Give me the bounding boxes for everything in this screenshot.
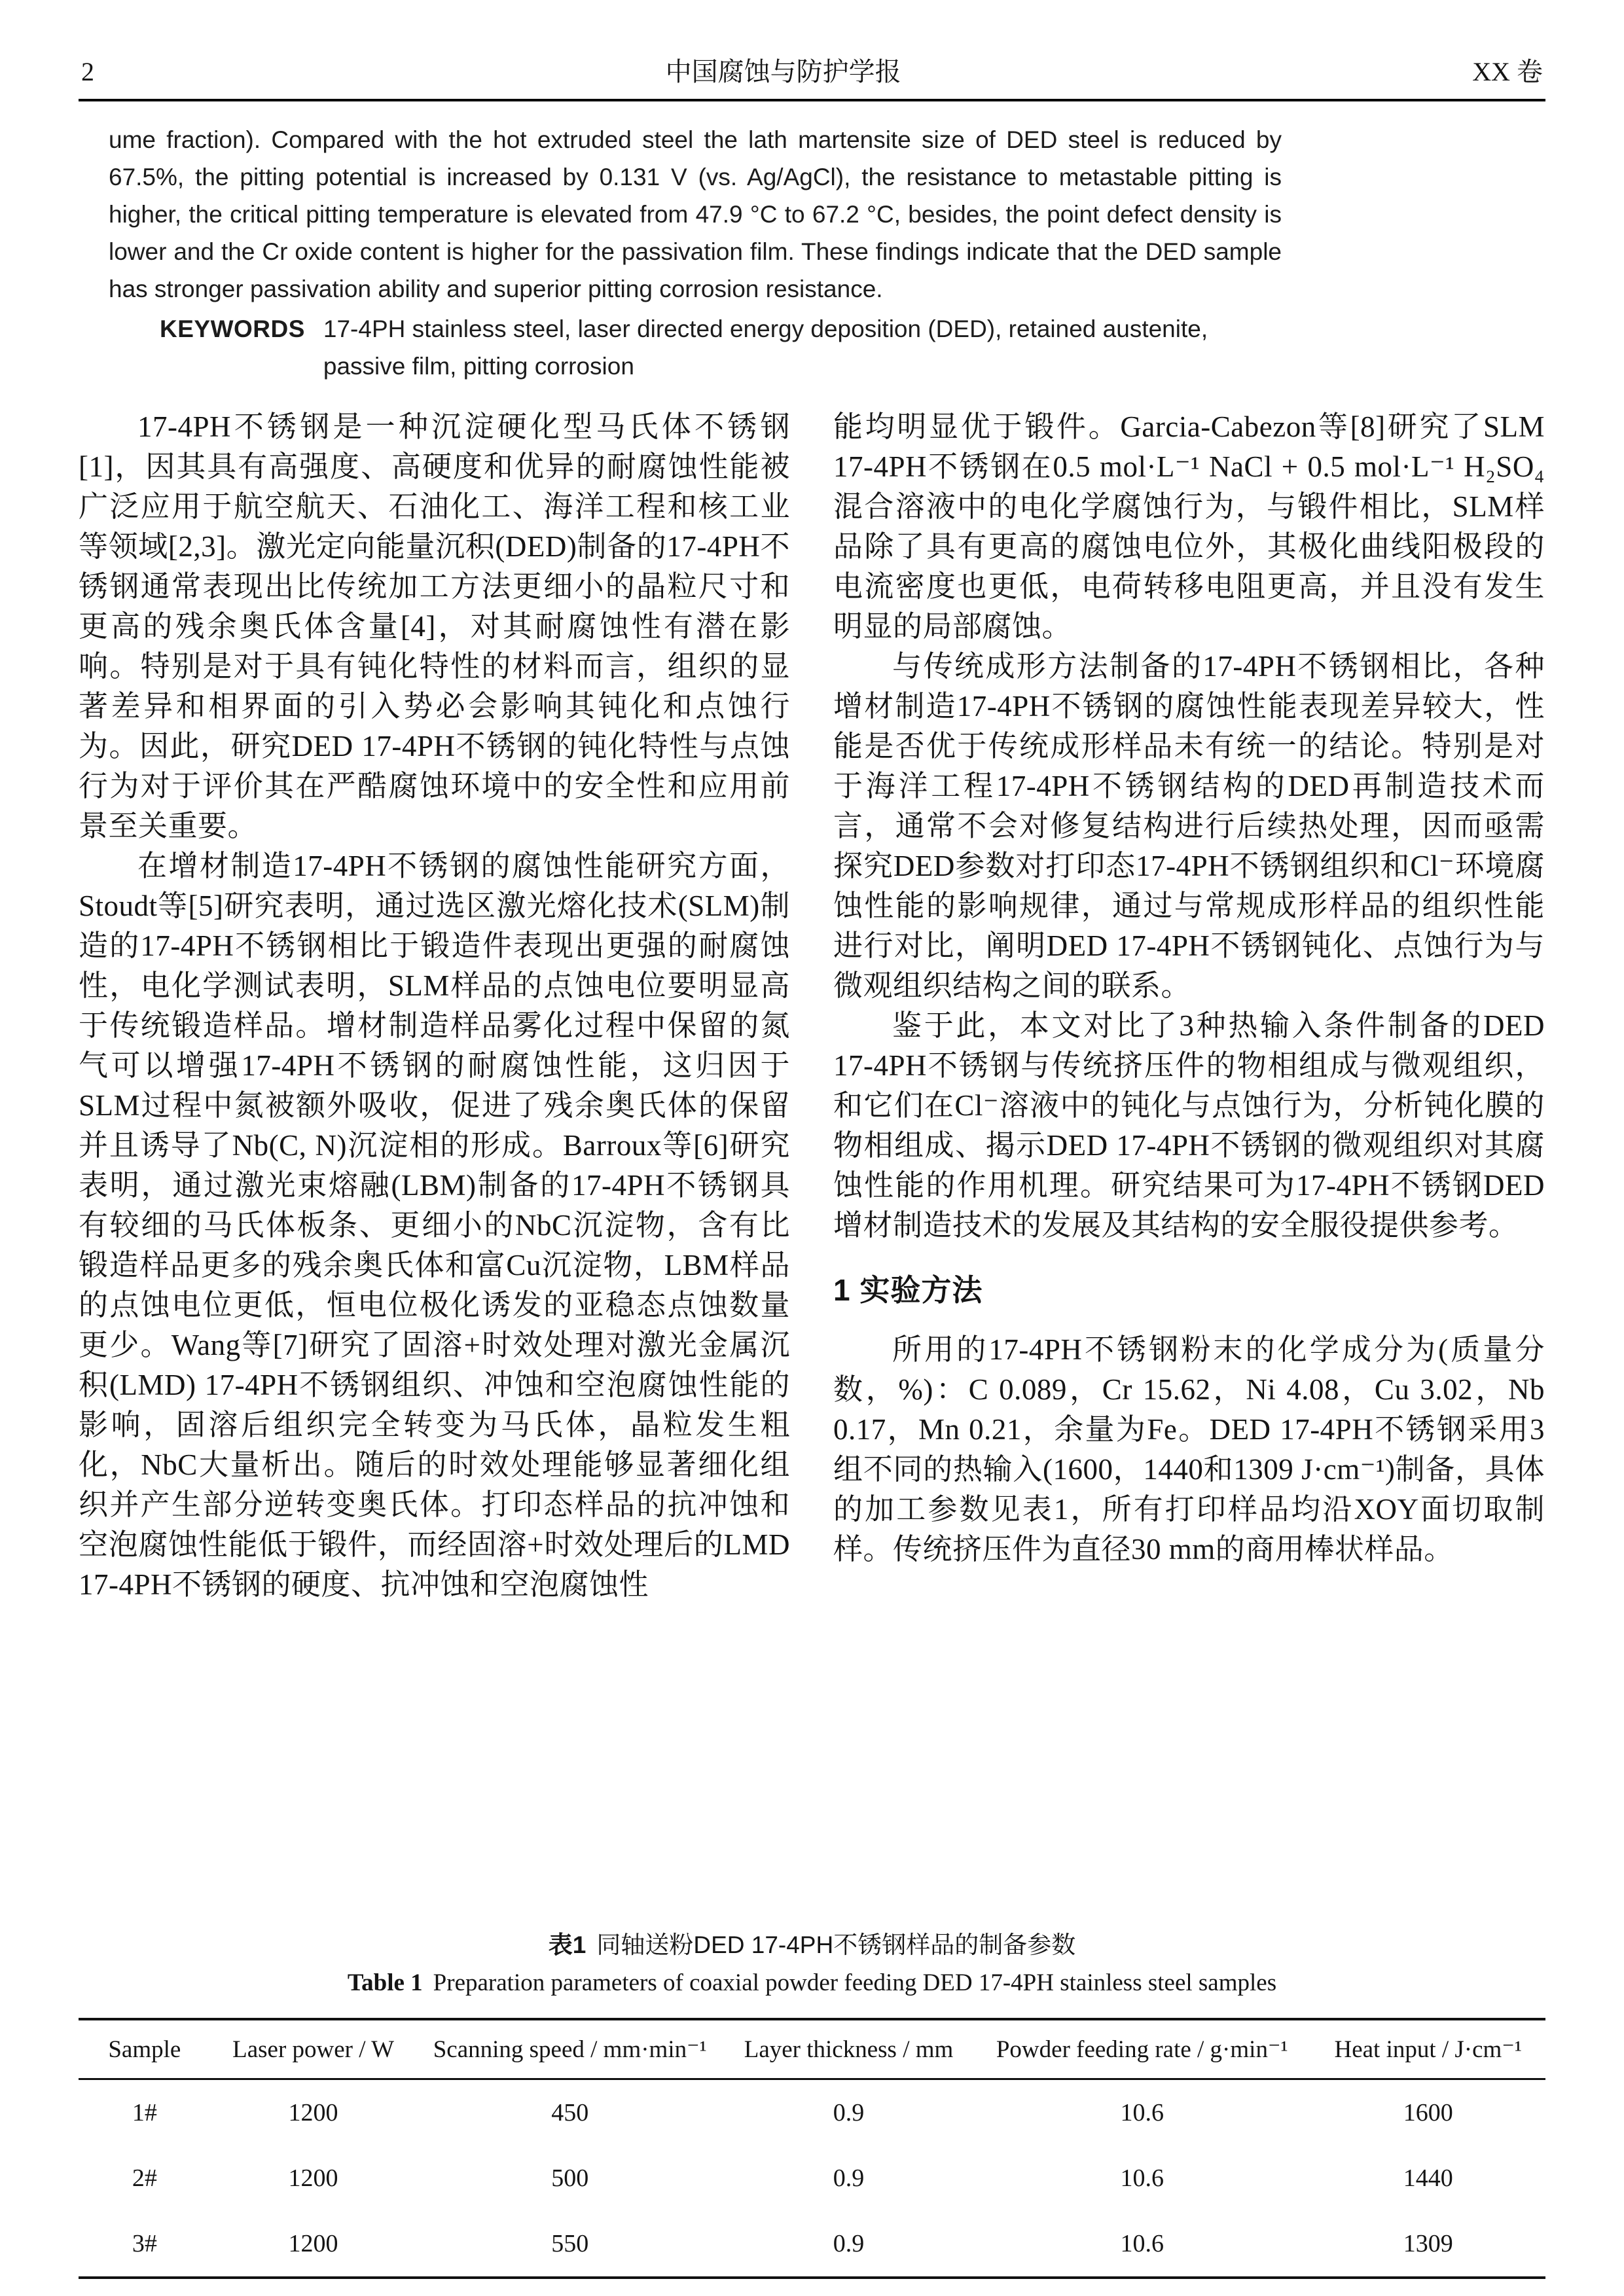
table-cell: 0.9 <box>833 2099 865 2126</box>
keywords-row <box>160 310 1282 385</box>
table-caption-zh-text: 同轴送粉DED 17-4PH不锈钢样品的制备参数 <box>596 1931 1076 1958</box>
paragraph: 鉴于此，本文对比了3种热输入条件制备的DED 17-4PH不锈钢与传统挤压件的物相组成与微观组织，和它们在Cl⁻溶液中的钝化与点蚀行为，分析钝化膜的物相组成、揭示DED 17-4PH不锈钢的微观组织对其腐蚀性能的作用机理。研究结果可为17-4PH不锈钢DED增材制造技术的发展及其结构的安全服役提供参考。 <box>833 1009 1545 1242</box>
paragraph: 与传统成形方法制备的17-4PH不锈钢相比，各种增材制造17-4PH不锈钢的腐蚀性能表现差异较大，性能是否优于传统成形样品未有统一的结论。特别是对于海洋工程17-4PH不锈钢结构的DED再制造技术而言，通常不会对修复结构进行后续热处理，因而亟需探究DED参数对打印态17-4PH不锈钢组织和Cl⁻环境腐蚀性能的影响规律，通过与常规成形样品的组织性能进行对比，阐明DED 17-4PH不锈钢钝化、点蚀行为与微观组织结构之间的联系。 <box>833 650 1545 1002</box>
table-cell: 1600 <box>1403 2099 1453 2126</box>
journal-title: 中国腐蚀与防护学报 <box>665 57 901 86</box>
table-caption-en-text: Preparation parameters of coaxial powder feeding DED 17-4PH stainless steel samples <box>433 1969 1277 1996</box>
table-cell: 1200 <box>288 2230 338 2257</box>
header-rule <box>79 99 1545 101</box>
abstract-text: ume fraction). Compared with the hot extruded steel the lath martensite size of DED steel is reduced by 67.5%, the pitting potential is increased by 0.131 V (vs. Ag/AgCl), the resistance to metastable pitting is higher, the critical pitting temperature is elevated from 47.9 °C to 67.2 °C, besides, the point defect density is lower and the Cr oxide content is higher for the passivation film. These findings indicate that the DED sample has stronger passivation ability and superior pitting corrosion resistance. <box>109 126 1282 302</box>
table-caption-zh-label: 表1 <box>548 1931 586 1958</box>
table-cell: 0.9 <box>833 2230 865 2257</box>
table-row <box>79 2079 1545 2146</box>
column-header: Scanning speed / mm·min⁻¹ <box>433 2036 707 2063</box>
table-cell: 2# <box>132 2164 157 2192</box>
column-header: Heat input / J·cm⁻¹ <box>1334 2036 1522 2063</box>
abstract-section <box>109 121 1282 385</box>
table-cell: 1200 <box>288 2099 338 2126</box>
table-caption-zh <box>79 1929 1545 1962</box>
table-row <box>79 2211 1545 2278</box>
table-section <box>79 1909 1545 2279</box>
volume-label: XX 卷 <box>1472 57 1543 86</box>
page-header <box>79 51 1545 99</box>
table-cell: 10.6 <box>1120 2164 1164 2192</box>
table-header-row <box>79 2019 1545 2079</box>
column-header: Laser power / W <box>232 2036 395 2063</box>
body-columns <box>79 407 1545 1605</box>
table-cell: 550 <box>551 2230 589 2257</box>
paragraph: 17-4PH不锈钢是一种沉淀硬化型马氏体不锈钢[1]，因其具有高强度、高硬度和优异的耐腐蚀性能被广泛应用于航空航天、石油化工、海洋工程和核工业等领域[2,3]。激光定向能量沉积(DED)制备的17-4PH不锈钢通常表现出比传统加工方法更细小的晶粒尺寸和更高的残余奥氏体含量[4]，对其耐腐蚀性有潜在影响。特别是对于具有钝化特性的材料而言，组织的显著差异和相界面的引入势必会影响其钝化和点蚀行为。因此，研究DED 17-4PH不锈钢的钝化特性与点蚀行为对于评价其在严酷腐蚀环境中的安全性和应用前景至关重要。 <box>79 410 790 842</box>
paragraph-continuation: 能均明显优于锻件。Garcia-Cabezon等[8]研究了SLM 17-4PH不锈钢在0.5 mol·L⁻¹ NaCl + 0.5 mol·L⁻¹ H₂SO₄混合溶液中的电化学腐蚀行为，与锻件相比，SLM样品除了具有更高的腐蚀电位外，其极化曲线阳极段的电流密度也更低，电荷转移电阻更高，并且没有发生明显的局部腐蚀。 <box>833 410 1545 643</box>
table-cell: 1309 <box>1403 2230 1453 2257</box>
table-cell: 500 <box>551 2164 589 2192</box>
column-header: Layer thickness / mm <box>744 2036 954 2063</box>
column-header: Powder feeding rate / g·min⁻¹ <box>996 2036 1288 2063</box>
table-cell: 450 <box>551 2099 589 2126</box>
table-cell: 3# <box>132 2230 157 2257</box>
table-body <box>79 2079 1545 2278</box>
left-column <box>79 407 790 1605</box>
table-row <box>79 2145 1545 2211</box>
table-cell: 1440 <box>1403 2164 1453 2192</box>
keywords-label: KEYWORDS <box>160 315 305 342</box>
table-caption-en-label: Table 1 <box>347 1969 423 1996</box>
right-column <box>833 407 1545 1605</box>
paragraph: 所用的17-4PH不锈钢粉末的化学成分为(质量分数，%)：C 0.089，Cr 15.62，Ni 4.08，Cu 3.02，Nb 0.17，Mn 0.21，余量为Fe。DED 17-4PH不锈钢采用3组不同的热输入(1600，1440和1309 J·cm⁻¹)制备，具体的加工参数见表1，所有打印样品均沿XOY面切取制样。传统挤压件为直径30 mm的商用棒状样品。 <box>833 1333 1545 1566</box>
table-caption-en <box>79 1967 1545 2000</box>
table-cell: 10.6 <box>1120 2099 1164 2126</box>
paragraph: 在增材制造17-4PH不锈钢的腐蚀性能研究方面，Stoudt等[5]研究表明，通过选区激光熔化技术(SLM)制造的17-4PH不锈钢相比于锻造件表现出更强的耐腐蚀性，电化学测试表明，SLM样品的点蚀电位要明显高于传统锻造样品。增材制造样品雾化过程中保留的氮气可以增强17-4PH不锈钢的耐腐蚀性能，这归因于SLM过程中氮被额外吸收，促进了残余奥氏体的保留并且诱导了Nb(C, N)沉淀相的形成。Barroux等[6]研究表明，通过激光束熔融(LBM)制备的17-4PH不锈钢具有较细的马氏体板条、更细小的NbC沉淀物，含有比锻造样品更多的残余奥氏体和富Cu沉淀物，LBM样品的点蚀电位更低，恒电位极化诱发的亚稳态点蚀数量更少。Wang等[7]研究了固溶+时效处理对激光金属沉积(LMD) 17-4PH不锈钢组织、冲蚀和空泡腐蚀性能的影响，固溶后组织完全转变为马氏体，晶粒发生粗化，NbC大量析出。随后的时效处理能够显著细化组织并产生部分逆转变奥氏体。打印态样品的抗冲蚀和空泡腐蚀性能低于锻件，而经固溶+时效处理后的LMD 17-4PH不锈钢的硬度、抗冲蚀和空泡腐蚀性 <box>79 850 790 1601</box>
parameters-table <box>79 2018 1545 2279</box>
page-number: 2 <box>81 57 94 86</box>
table-cell: 0.9 <box>833 2164 865 2192</box>
table-cell: 1# <box>132 2099 157 2126</box>
section-heading: 1 实验方法 <box>833 1273 983 1307</box>
table-cell: 1200 <box>288 2164 338 2192</box>
column-header: Sample <box>108 2036 181 2063</box>
table-cell: 10.6 <box>1120 2230 1164 2257</box>
keywords-text: 17-4PH stainless steel, laser directed energy deposition (DED), retained austenite, passive film, pitting corrosion <box>323 315 1208 380</box>
